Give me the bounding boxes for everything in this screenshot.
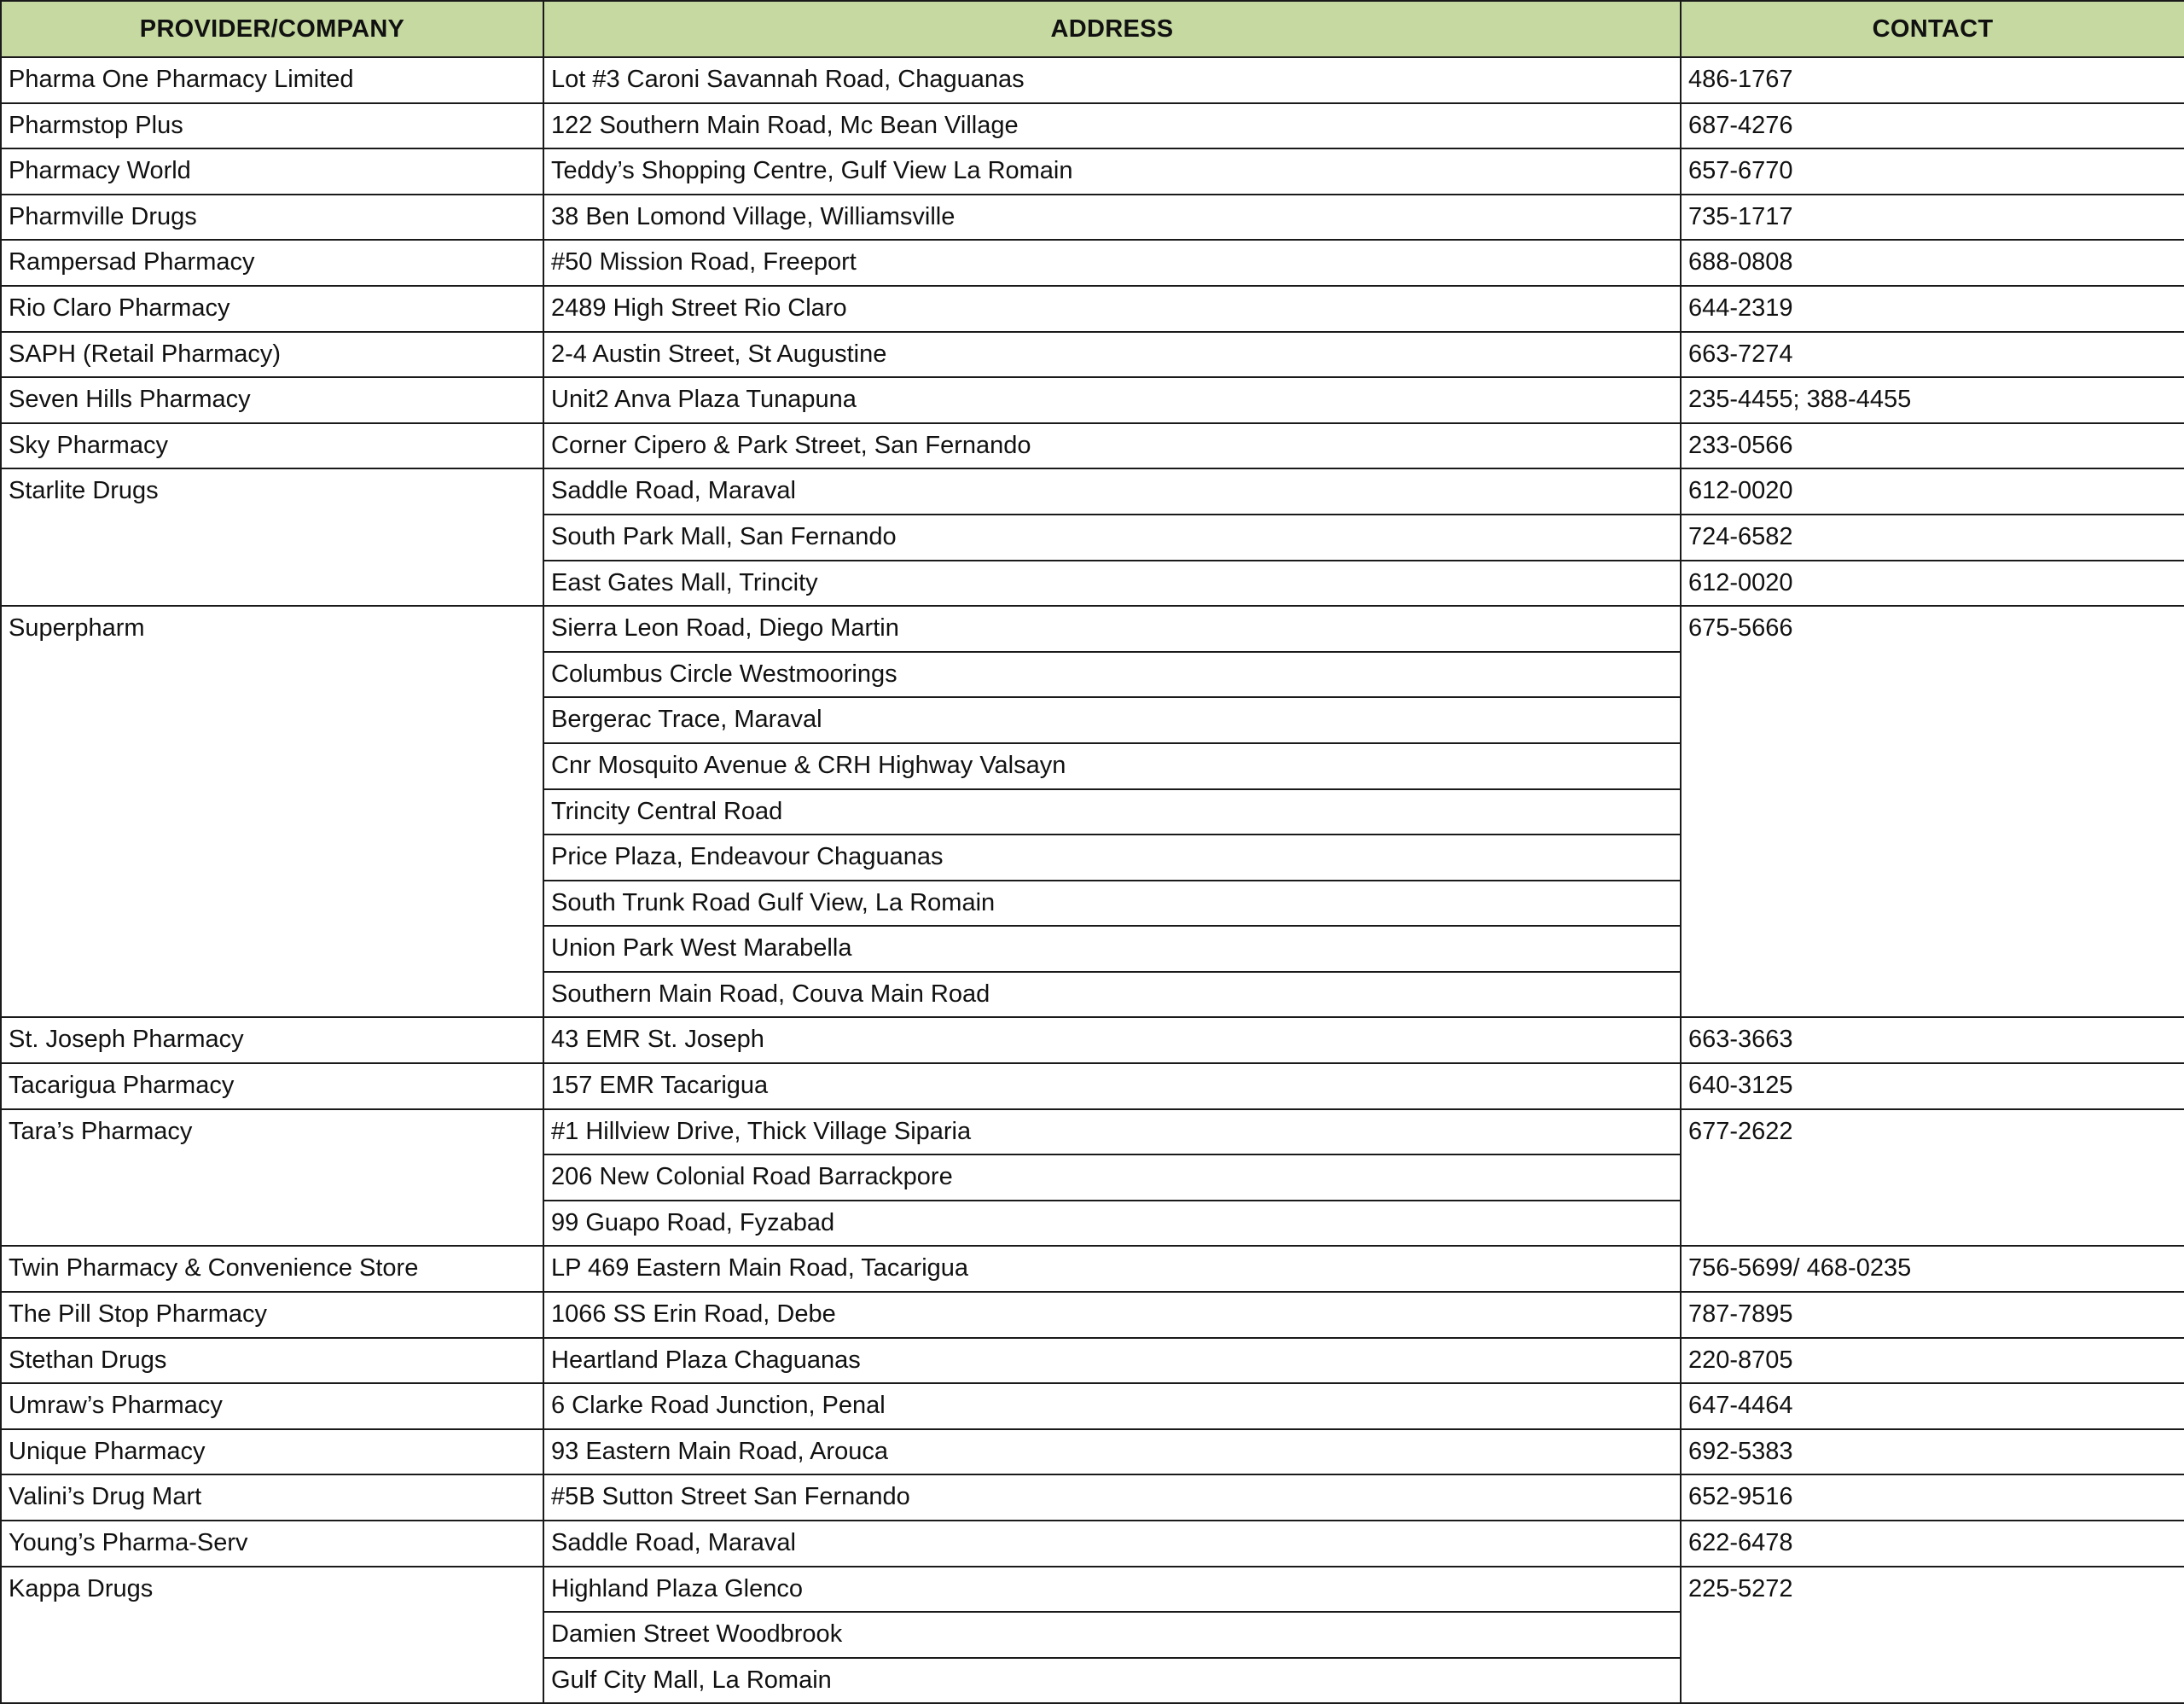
table-header	[1, 1, 2184, 57]
address-cell: South Trunk Road Gulf View, La Romain	[543, 881, 1681, 927]
address-cell: Cnr Mosquito Avenue & CRH Highway Valsayn	[543, 743, 1681, 789]
address-cell: 99 Guapo Road, Fyzabad	[543, 1201, 1681, 1247]
address-cell: East Gates Mall, Trincity	[543, 561, 1681, 607]
address-cell: 93 Eastern Main Road, Arouca	[543, 1429, 1681, 1475]
provider-cell: Unique Pharmacy	[1, 1429, 543, 1475]
header-row	[1, 1, 2184, 57]
contact-cell: 677-2622	[1681, 1109, 2184, 1247]
provider-cell: SAPH (Retail Pharmacy)	[1, 332, 543, 378]
address-cell: Southern Main Road, Couva Main Road	[543, 972, 1681, 1018]
address-cell: #5B Sutton Street San Fernando	[543, 1474, 1681, 1521]
address-cell: Highland Plaza Glenco	[543, 1567, 1681, 1613]
table-row	[1, 332, 2184, 378]
header-contact: CONTACT	[1681, 1, 2184, 57]
address-cell: 38 Ben Lomond Village, Williamsville	[543, 195, 1681, 241]
contact-cell: 235-4455; 388-4455	[1681, 377, 2184, 423]
address-cell: Union Park West Marabella	[543, 926, 1681, 972]
table-row	[1, 1521, 2184, 1567]
address-cell: 1066 SS Erin Road, Debe	[543, 1292, 1681, 1338]
address-cell: Trincity Central Road	[543, 789, 1681, 835]
table-row	[1, 286, 2184, 332]
contact-cell: 644-2319	[1681, 286, 2184, 332]
table-row	[1, 1567, 2184, 1613]
address-cell: Teddy’s Shopping Centre, Gulf View La Romain	[543, 148, 1681, 195]
contact-cell: 486-1767	[1681, 57, 2184, 103]
contact-cell: 756-5699/ 468-0235	[1681, 1246, 2184, 1292]
table-row	[1, 1292, 2184, 1338]
address-cell: 2489 High Street Rio Claro	[543, 286, 1681, 332]
contact-cell: 675-5666	[1681, 606, 2184, 1017]
provider-cell: Pharmville Drugs	[1, 195, 543, 241]
table-body	[1, 57, 2184, 1703]
table-row	[1, 1017, 2184, 1063]
provider-cell: The Pill Stop Pharmacy	[1, 1292, 543, 1338]
header-address: ADDRESS	[543, 1, 1681, 57]
contact-cell: 787-7895	[1681, 1292, 2184, 1338]
contact-cell: 692-5383	[1681, 1429, 2184, 1475]
provider-cell: Rio Claro Pharmacy	[1, 286, 543, 332]
address-cell: Sierra Leon Road, Diego Martin	[543, 606, 1681, 652]
table-row	[1, 1338, 2184, 1384]
contact-cell: 622-6478	[1681, 1521, 2184, 1567]
address-cell: 206 New Colonial Road Barrackpore	[543, 1154, 1681, 1201]
address-cell: 157 EMR Tacarigua	[543, 1063, 1681, 1109]
table-row	[1, 1474, 2184, 1521]
provider-cell: Starlite Drugs	[1, 468, 543, 606]
provider-cell: Seven Hills Pharmacy	[1, 377, 543, 423]
provider-cell: Young’s Pharma-Serv	[1, 1521, 543, 1567]
contact-cell: 640-3125	[1681, 1063, 2184, 1109]
address-cell: 2-4 Austin Street, St Augustine	[543, 332, 1681, 378]
provider-cell: St. Joseph Pharmacy	[1, 1017, 543, 1063]
table-row	[1, 377, 2184, 423]
address-cell: 6 Clarke Road Junction, Penal	[543, 1383, 1681, 1429]
contact-cell: 233-0566	[1681, 423, 2184, 469]
provider-cell: Tara’s Pharmacy	[1, 1109, 543, 1247]
provider-cell: Umraw’s Pharmacy	[1, 1383, 543, 1429]
provider-cell: Rampersad Pharmacy	[1, 240, 543, 286]
provider-cell: Sky Pharmacy	[1, 423, 543, 469]
table-row	[1, 606, 2184, 652]
address-cell: Damien Street Woodbrook	[543, 1612, 1681, 1658]
provider-cell: Pharmstop Plus	[1, 103, 543, 149]
header-provider: PROVIDER/COMPANY	[1, 1, 543, 57]
table-row	[1, 148, 2184, 195]
table-row	[1, 1063, 2184, 1109]
table-row	[1, 103, 2184, 149]
address-cell: Unit2 Anva Plaza Tunapuna	[543, 377, 1681, 423]
provider-cell: Tacarigua Pharmacy	[1, 1063, 543, 1109]
contact-cell: 657-6770	[1681, 148, 2184, 195]
contact-cell: 687-4276	[1681, 103, 2184, 149]
contact-cell: 220-8705	[1681, 1338, 2184, 1384]
table-row	[1, 1429, 2184, 1475]
table-row	[1, 240, 2184, 286]
contact-cell: 225-5272	[1681, 1567, 2184, 1704]
contact-cell: 647-4464	[1681, 1383, 2184, 1429]
table-row	[1, 57, 2184, 103]
table-row	[1, 1246, 2184, 1292]
provider-cell: Superpharm	[1, 606, 543, 1017]
provider-cell: Pharmacy World	[1, 148, 543, 195]
address-cell: Price Plaza, Endeavour Chaguanas	[543, 835, 1681, 881]
provider-cell: Valini’s Drug Mart	[1, 1474, 543, 1521]
contact-cell: 688-0808	[1681, 240, 2184, 286]
provider-cell: Stethan Drugs	[1, 1338, 543, 1384]
address-cell: Corner Cipero & Park Street, San Fernando	[543, 423, 1681, 469]
address-cell: 122 Southern Main Road, Mc Bean Village	[543, 103, 1681, 149]
address-cell: #1 Hillview Drive, Thick Village Siparia	[543, 1109, 1681, 1155]
contact-cell: 735-1717	[1681, 195, 2184, 241]
provider-cell: Pharma One Pharmacy Limited	[1, 57, 543, 103]
provider-cell: Twin Pharmacy & Convenience Store	[1, 1246, 543, 1292]
table-row	[1, 423, 2184, 469]
contact-cell: 724-6582	[1681, 515, 2184, 561]
address-cell: LP 469 Eastern Main Road, Tacarigua	[543, 1246, 1681, 1292]
address-cell: 43 EMR St. Joseph	[543, 1017, 1681, 1063]
contact-cell: 663-7274	[1681, 332, 2184, 378]
provider-cell: Kappa Drugs	[1, 1567, 543, 1704]
address-cell: Gulf City Mall, La Romain	[543, 1658, 1681, 1704]
address-cell: Lot #3 Caroni Savannah Road, Chaguanas	[543, 57, 1681, 103]
table-row	[1, 195, 2184, 241]
table-row	[1, 1383, 2184, 1429]
contact-cell: 652-9516	[1681, 1474, 2184, 1521]
table-row	[1, 1109, 2184, 1155]
address-cell: Bergerac Trace, Maraval	[543, 697, 1681, 743]
address-cell: South Park Mall, San Fernando	[543, 515, 1681, 561]
address-cell: Heartland Plaza Chaguanas	[543, 1338, 1681, 1384]
table-row	[1, 468, 2184, 515]
contact-cell: 612-0020	[1681, 468, 2184, 515]
address-cell: #50 Mission Road, Freeport	[543, 240, 1681, 286]
address-cell: Columbus Circle Westmoorings	[543, 652, 1681, 698]
address-cell: Saddle Road, Maraval	[543, 1521, 1681, 1567]
contact-cell: 663-3663	[1681, 1017, 2184, 1063]
contact-cell: 612-0020	[1681, 561, 2184, 607]
address-cell: Saddle Road, Maraval	[543, 468, 1681, 515]
